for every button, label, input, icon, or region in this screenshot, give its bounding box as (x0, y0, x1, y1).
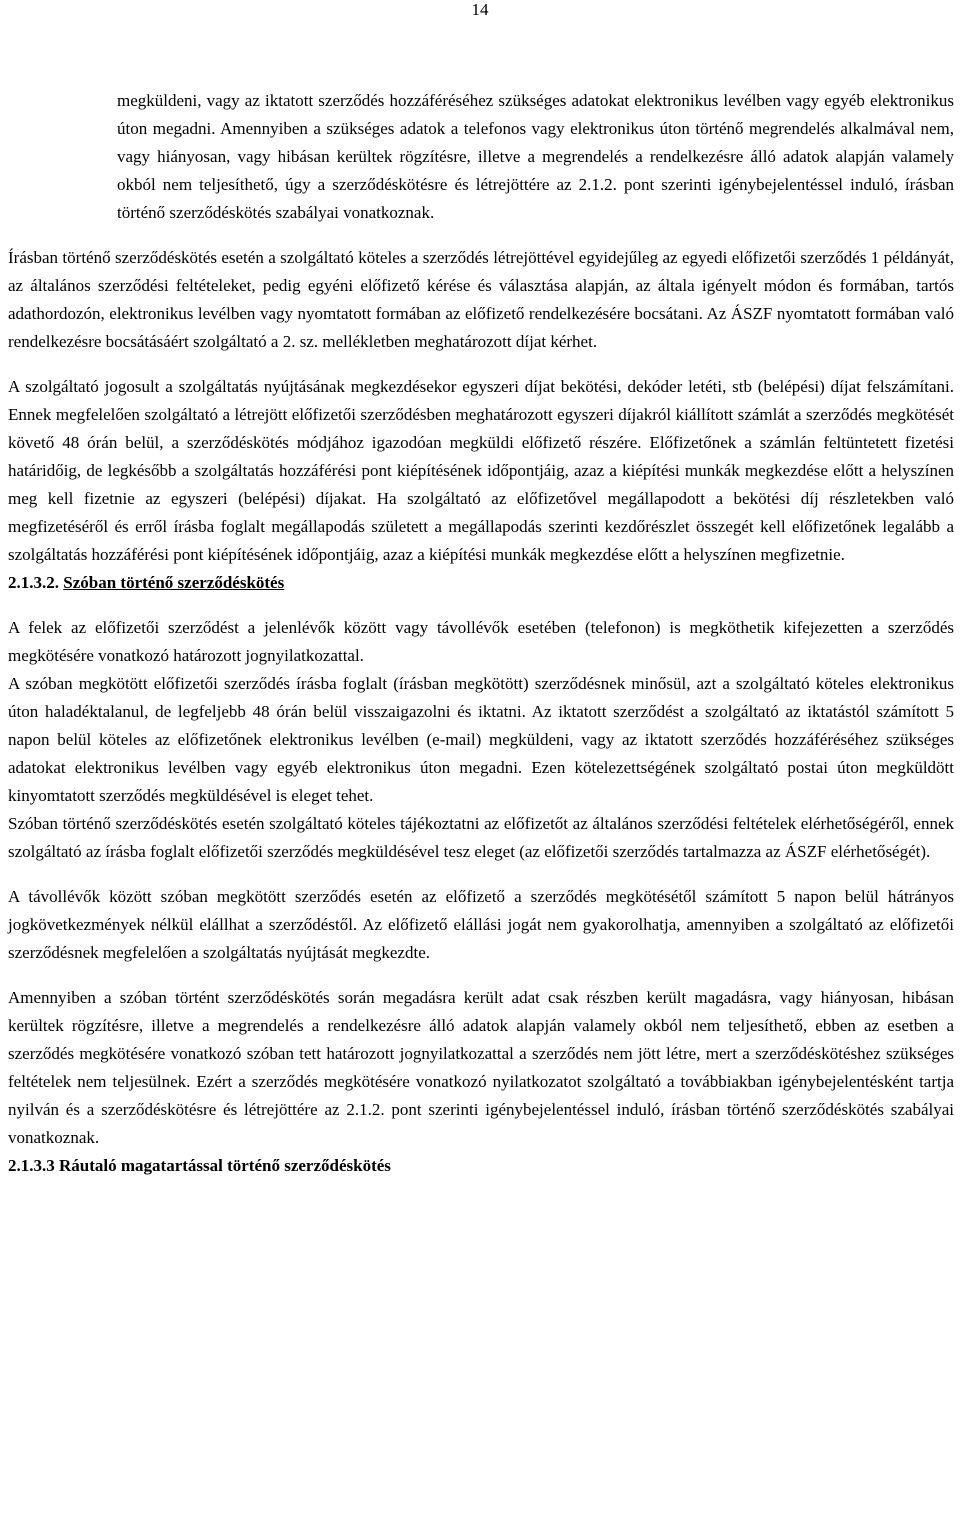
document-body (8, 87, 954, 1180)
paragraph-withdrawal: A távollévők között szóban megkötött szerződés esetén az előfizető a szerződés megkötésétől számított 5 napon belül hátrányos jogkövetkezmények nélkül elállhat a szerződéstől. Az előfizető elállási jogát nem gyakorolhatja, amennyiben a szolgáltató az előfizetői szerződésnek megfelelően a szolgáltatás nyújtását megkezdte. (8, 887, 954, 962)
section-number: 2.1.3.2. (8, 573, 59, 592)
section-heading-implied-conduct (8, 1152, 954, 1180)
section-heading-oral-contract (8, 569, 954, 597)
paragraph-continuation: megküldeni, vagy az iktatott szerződés hozzáféréséhez szükséges adatokat elektronikus levélben vagy egyéb elektronikus úton megadni. Amennyiben a szükséges adatok a telefonos vagy elektronikus úton történő megrendelés alkalmával nem, vagy hiányosan, vagy hibásan kerültek rögzítésre, illetve a megrendelés a rendelkezésre álló adatok alapján valamely okból nem teljesíthető, úgy a szerződéskötésre és létrejöttére az 2.1.2. pont szerinti igénybejelentéssel induló, írásban történő szerződéskötés szabályai vonatkoznak. (117, 91, 954, 222)
page-number: 14 (471, 0, 489, 19)
paragraph-oral-parties: A felek az előfizetői szerződést a jelenlévők között vagy távollévők esetében (telefonon) is megköthetik kifejezetten a szerződés megkötésére vonatkozó határozott jognyilatkozattal. (8, 618, 954, 665)
section-number: 2.1.3.3 (8, 1156, 55, 1175)
paragraph-oral-information: Szóban történő szerződéskötés esetén szolgáltató köteles tájékoztatni az előfizetőt az általános szerződési feltételek elérhetőségéről, ennek szolgáltató az írásba foglalt előfizetői szerződés megküldésével tesz eleget (az előfizetői szerződés tartalmazza az ÁSZF elérhetőségét). (8, 814, 954, 861)
paragraph-one-time-fees: A szolgáltató jogosult a szolgáltatás nyújtásának megkezdésekor egyszeri díjat bekötési, dekóder letéti, stb (belépési) díjat felszámítani. Ennek megfelelően szolgáltató a létrejött előfizetői szerződésben meghatározott egyszeri díjakról kiállított számlát a szerződés megkötését követő 48 órán belül, a szerződéskötés módjához igazodóan megküldi előfizető részére. Előfizetőnek a számlán feltüntetett fizetési határidőig, de legkésőbb a szolgáltatás hozzáférési pont kiépítésének időpontjáig, azaz a kiépítési munkák megkezdése előtt a helyszínen meg kell fizetnie az egyszeri (belépési) díjakat. Ha szolgáltató az előfizetővel megállapodott a bekötési díj részletekben való megfizetéséről és erről írásba foglalt megállapodás született a megállapodás szerinti kezdőrészlet összegét kell előfizetőnek legalább a szolgáltatás hozzáférési pont kiépítésének időpontjáig, azaz a kiépítési munkák megkezdése előtt a helyszínen megfizetnie. (8, 377, 954, 564)
section-title: Szóban történő szerződéskötés (63, 573, 285, 592)
paragraph-incomplete-data: Amennyiben a szóban történt szerződéskötés során megadásra került adat csak részben került magadásra, vagy hiányosan, hibásan kerültek rögzítésre, illetve a megrendelés a rendelkezésre álló adatok alapján valamely okból nem teljesíthető, ebben az esetben a szerződés megkötésére vonatkozó szóban tett határozott jognyilatkozattal a szerződés nem jött létre, mert a szerződéskötéshez szükséges feltételek nem teljesülnek. Ezért a szerződés megkötésére vonatkozó nyilatkozatot szolgáltató a továbbiakban igénybejelentésként tartja nyilván és a szerződéskötésre és létrejöttére az 2.1.2. pont szerinti igénybejelentéssel induló, írásban történő szerződéskötés szabályai vonatkoznak. (8, 988, 954, 1147)
paragraph-oral-confirmation: A szóban megkötött előfizetői szerződés írásba foglalt (írásban megkötött) szerződésnek minősül, azt a szolgáltató köteles elektronikus úton haladéktalanul, de legfeljebb 48 órán belül visszaigazolni és iktatni. Az iktatott szerződést a szolgáltató az iktatástól számított 5 napon belül köteles az előfizetőnek elektronikus levélben (e-mail) megküldeni, vagy az iktatott szerződés hozzáféréséhez szükséges adatokat elektronikus levélben vagy egyéb elektronikus úton megadni. Ezen kötelezettségének szolgáltató postai úton megküldött kinyomtatott szerződés megküldésével is eleget tehet. (8, 674, 954, 805)
section-title: Ráutaló magatartással történő szerződéskötés (59, 1156, 391, 1175)
paragraph-written-contract: Írásban történő szerződéskötés esetén a szolgáltató köteles a szerződés létrejöttével egyidejűleg az egyedi előfizetői szerződés 1 példányát, az általános szerződési feltételeket, pedig egyéni előfizető kérése és választása alapján, az általa igényelt módon és formában, tartós adathordozón, elektronikus levélben vagy nyomtatott formában az előfizető rendelkezésére bocsátani. Az ÁSZF nyomtatott formában való rendelkezésre bocsátásáért szolgáltató a 2. sz. mellékletben meghatározott díjat kérhet. (8, 248, 954, 351)
